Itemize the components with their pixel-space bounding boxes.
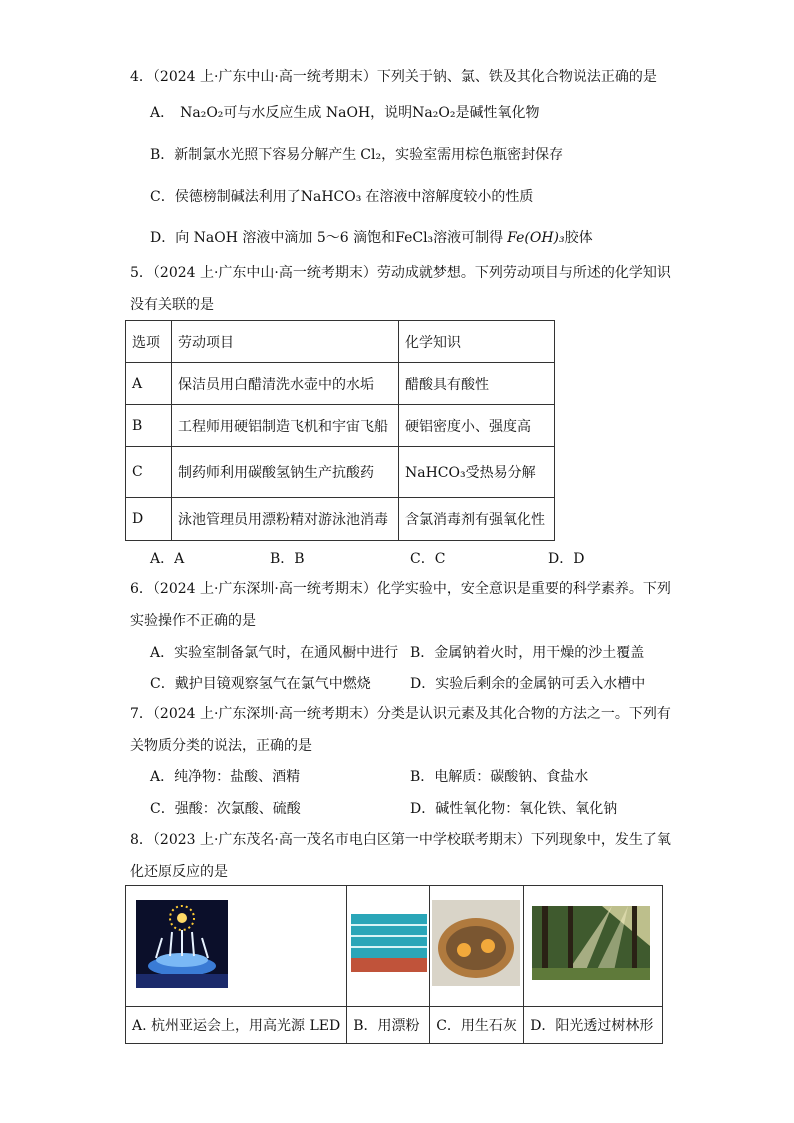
table-row (126, 363, 555, 405)
q6-option-c: C．戴护目镜观察氢气在氯气中燃烧 (150, 676, 371, 692)
image-caption: B．用漂粉 (347, 1007, 430, 1044)
q6-option-a: A．实验室制备氯气时，在通风橱中进行 (150, 645, 399, 661)
q7-stem-cont: 关物质分类的说法，正确的是 (130, 738, 312, 754)
table-cell: 醋酸具有酸性 (399, 363, 555, 405)
caption-row (126, 1007, 663, 1044)
q5-option-a: A．A (150, 551, 185, 567)
table-row (126, 405, 555, 447)
table-cell: NaHCO₃受热易分解 (399, 447, 555, 498)
q6-stem-cont: 实验操作不正确的是 (130, 613, 256, 629)
q6-option-b: B．金属钠着火时，用干燥的沙土覆盖 (410, 645, 645, 661)
image-cell (347, 886, 430, 1007)
image-cell (430, 886, 524, 1007)
q4-stem: 4．（2024 上·广东中山·高一统考期末）下列关于钠、氯、铁及其化合物说法正确的是 (130, 69, 657, 85)
q7-option-b: B．电解质：碳酸钠、食盐水 (410, 769, 589, 785)
q5-stem-cont: 没有关联的是 (130, 297, 214, 313)
image-caption: C．用生石灰 (430, 1007, 524, 1044)
q5-option-d: D．D (548, 551, 585, 567)
q7-option-d: D．碱性氧化物：氧化铁、氧化钠 (410, 801, 618, 817)
table-cell: C (126, 447, 172, 498)
image-caption: A. 杭州亚运会上，用高光源 LED (126, 1007, 347, 1044)
q8-stem-cont: 化还原反应的是 (130, 864, 228, 880)
image-caption: D．阳光透过树林形 (524, 1007, 663, 1044)
table-cell: D (126, 498, 172, 541)
table-header: 劳动项目 (172, 321, 399, 363)
q6-stem: 6．（2024 上·广东深圳·高一统考期末）化学实验中，安全意识是重要的科学素养。下列 (130, 581, 671, 597)
q5-option-b: B．B (270, 551, 305, 567)
table-cell: 保洁员用白醋清洗水壶中的水垢 (172, 363, 399, 405)
table-cell: 工程师用硬铝制造飞机和宇宙飞船 (172, 405, 399, 447)
q4-option-b: B．新制氯水光照下容易分解产生 Cl₂，实验室需用棕色瓶密封保存 (150, 147, 564, 163)
q7-option-a: A．纯净物：盐酸、酒精 (150, 769, 301, 785)
q4-option-a: A． Na₂O₂可与水反应生成 NaOH，说明Na₂O₂是碱性氧化物 (150, 105, 540, 121)
image-cell (524, 886, 663, 1007)
image-row (126, 886, 663, 1007)
table-row (126, 447, 555, 498)
mooncake-image (432, 900, 520, 986)
forest-sunlight-image (532, 906, 650, 980)
table-cell: A (126, 363, 172, 405)
q5-table (125, 320, 555, 541)
table-cell: B (126, 405, 172, 447)
table-cell: 制药师利用碳酸氢钠生产抗酸药 (172, 447, 399, 498)
q7-stem: 7．（2024 上·广东深圳·高一统考期末）分类是认识元素及其化合物的方法之一。下列有 (130, 706, 671, 722)
q8-table (125, 885, 663, 1044)
table-row (126, 498, 555, 541)
table-header: 选项 (126, 321, 172, 363)
table-header: 化学知识 (399, 321, 555, 363)
table-cell: 硬铝密度小、强度高 (399, 405, 555, 447)
table-header-row (126, 321, 555, 363)
q5-option-c: C．C (410, 551, 446, 567)
fireworks-image (136, 900, 228, 988)
q4-option-d: D．向 NaOH 溶液中滴加 5～6 滴饱和FeCl₃溶液可制得 Fe(OH)₃胶体 (150, 230, 593, 246)
table-cell: 含氯消毒剂有强氧化性 (399, 498, 555, 541)
q8-stem: 8．（2023 上·广东茂名·高一茂名市电白区第一中学校联考期末）下列现象中，发生了氧 (130, 832, 671, 848)
q5-stem: 5．（2024 上·广东中山·高一统考期末）劳动成就梦想。下列劳动项目与所述的化学知识 (130, 265, 671, 281)
pool-image (351, 914, 427, 972)
q4-option-c: C．侯德榜制碱法利用了NaHCO₃ 在溶液中溶解度较小的性质 (150, 189, 534, 205)
image-cell (126, 886, 347, 1007)
table-cell: 泳池管理员用漂粉精对游泳池消毒 (172, 498, 399, 541)
q7-option-c: C．强酸：次氯酸、硫酸 (150, 801, 301, 817)
q6-option-d: D．实验后剩余的金属钠可丢入水槽中 (410, 676, 646, 692)
